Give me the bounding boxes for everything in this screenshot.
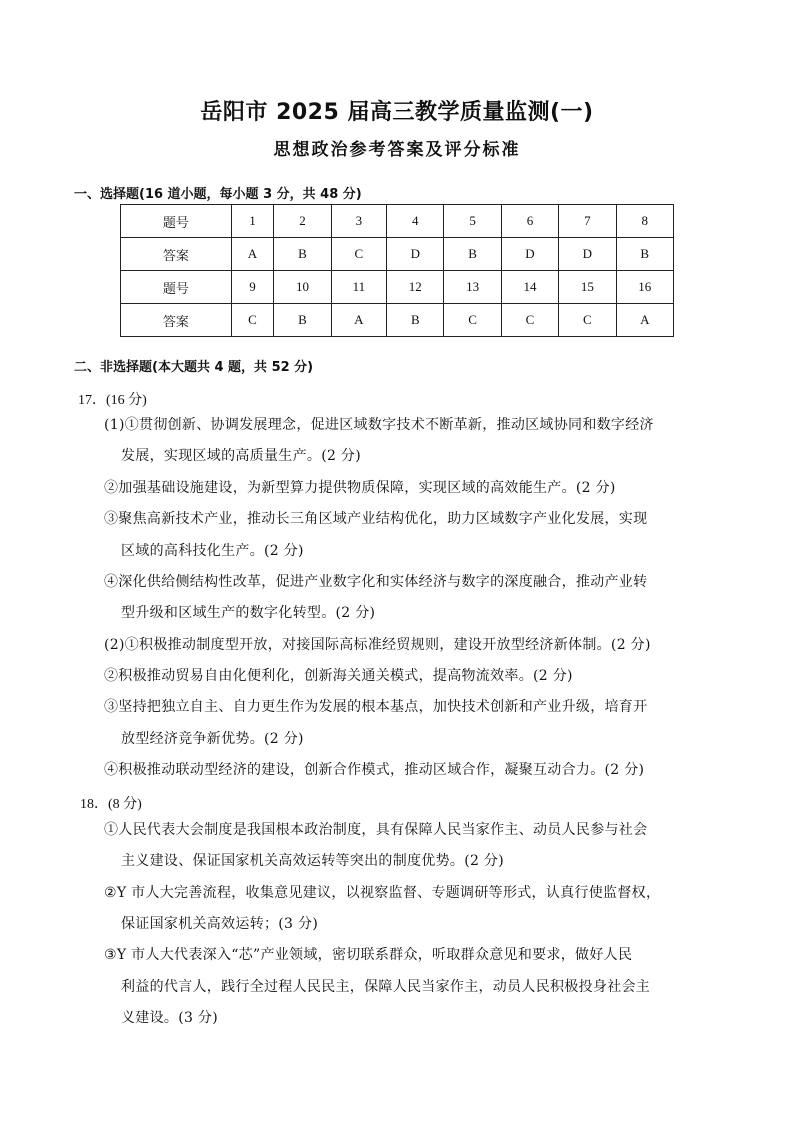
answer-line: ①人民代表大会制度是我国根本政治制度，具有保障人民当家作主、动员人民参与社会 (104, 822, 648, 838)
answer-cell: D (559, 238, 616, 271)
row-label: 答案 (121, 238, 232, 271)
answer-line: 放型经济竞争新优势。(2 分) (121, 731, 304, 747)
answer-cell: C (331, 238, 386, 271)
question-number: 14 (501, 271, 558, 304)
question-17-label: 17．(16 分) (78, 393, 147, 408)
question-number: 16 (616, 271, 673, 304)
answer-line: 保证国家机关高效运转；(3 分) (121, 916, 319, 932)
question-number: 10 (274, 271, 331, 304)
answer-cell: C (444, 304, 501, 337)
answer-line: ②加强基础设施建设，为新型算力提供物质保障，实现区域的高效能生产。(2 分) (104, 480, 616, 496)
table-row (121, 304, 674, 337)
question-number: 15 (559, 271, 616, 304)
page-subtitle: 思想政治参考答案及评分标准 (273, 140, 521, 160)
question-number: 5 (444, 205, 501, 238)
table-row (121, 271, 674, 304)
answer-cell: C (231, 304, 274, 337)
question-number: 3 (331, 205, 386, 238)
answer-table (120, 204, 674, 337)
answer-cell: D (387, 238, 444, 271)
row-label: 题号 (121, 205, 232, 238)
answer-line: ③Y 市人大代表深入“芯”产业领域，密切联系群众，听取群众意见和要求，做好人民 (104, 947, 633, 963)
answer-line: ③聚焦高新技术产业，推动长三角区域产业结构优化，助力区域数字产业化发展，实现 (104, 511, 648, 527)
answer-line: 型升级和区域生产的数字化转型。(2 分) (121, 605, 376, 621)
answer-line: 利益的代言人，践行全过程人民民主，保障人民当家作主，动员人民积极投身社会主 (121, 979, 651, 995)
answer-line: ②Y 市人大完善流程，收集意见建议，以视察监督、专题调研等形式，认真行使监督权， (104, 885, 661, 901)
answer-line: ④积极推动联动型经济的建设，创新合作模式，推动区域合作，凝聚互动合力。(2 分) (104, 762, 645, 778)
answer-cell: B (274, 238, 331, 271)
answer-cell: B (616, 238, 673, 271)
answer-line: (1)①贯彻创新、协调发展理念，促进区域数字技术不断革新，推动区域协同和数字经济 (104, 417, 654, 433)
answer-line: ④深化供给侧结构性改革，促进产业数字化和实体经济与数字的深度融合，推动产业转 (104, 574, 648, 590)
section-2-heading: 二、非选择题(本大题共 4 题，共 52 分) (74, 360, 314, 375)
row-label: 题号 (121, 271, 232, 304)
answer-cell: C (559, 304, 616, 337)
table-row (121, 238, 674, 271)
section-1-heading: 一、选择题(16 道小题，每小题 3 分，共 48 分) (74, 187, 362, 202)
question-number: 2 (274, 205, 331, 238)
answer-line: 发展，实现区域的高质量生产。(2 分) (121, 448, 361, 464)
answer-line: 区域的高科技化生产。(2 分) (121, 543, 304, 559)
question-number: 7 (559, 205, 616, 238)
answer-cell: A (616, 304, 673, 337)
answer-line: ②积极推动贸易自由化便利化，创新海关通关模式，提高物流效率。(2 分) (104, 668, 573, 684)
question-18-label: 18．(8 分) (80, 797, 142, 812)
question-number: 9 (231, 271, 274, 304)
table-row (121, 205, 674, 238)
question-number: 13 (444, 271, 501, 304)
answer-cell: B (387, 304, 444, 337)
answer-cell: B (274, 304, 331, 337)
answer-cell: D (501, 238, 558, 271)
question-number: 6 (501, 205, 558, 238)
page-title: 岳阳市 2025 届高三教学质量监测(一) (200, 100, 594, 125)
question-number: 1 (231, 205, 274, 238)
answer-line: 主义建设、保证国家机关高效运转等突出的制度优势。(2 分) (121, 853, 504, 869)
answer-line: 义建设。(3 分) (121, 1010, 218, 1026)
question-number: 11 (331, 271, 386, 304)
question-number: 4 (387, 205, 444, 238)
question-number: 12 (387, 271, 444, 304)
question-number: 8 (616, 205, 673, 238)
answer-cell: C (501, 304, 558, 337)
row-label: 答案 (121, 304, 232, 337)
answer-cell: A (231, 238, 274, 271)
answer-line: ③坚持把独立自主、自力更生作为发展的根本基点，加快技术创新和产业升级，培育开 (104, 699, 648, 715)
answer-cell: A (331, 304, 386, 337)
answer-line: (2)①积极推动制度型开放，对接国际高标准经贸规则，建设开放型经济新体制。(2 分) (104, 637, 651, 653)
answer-cell: B (444, 238, 501, 271)
